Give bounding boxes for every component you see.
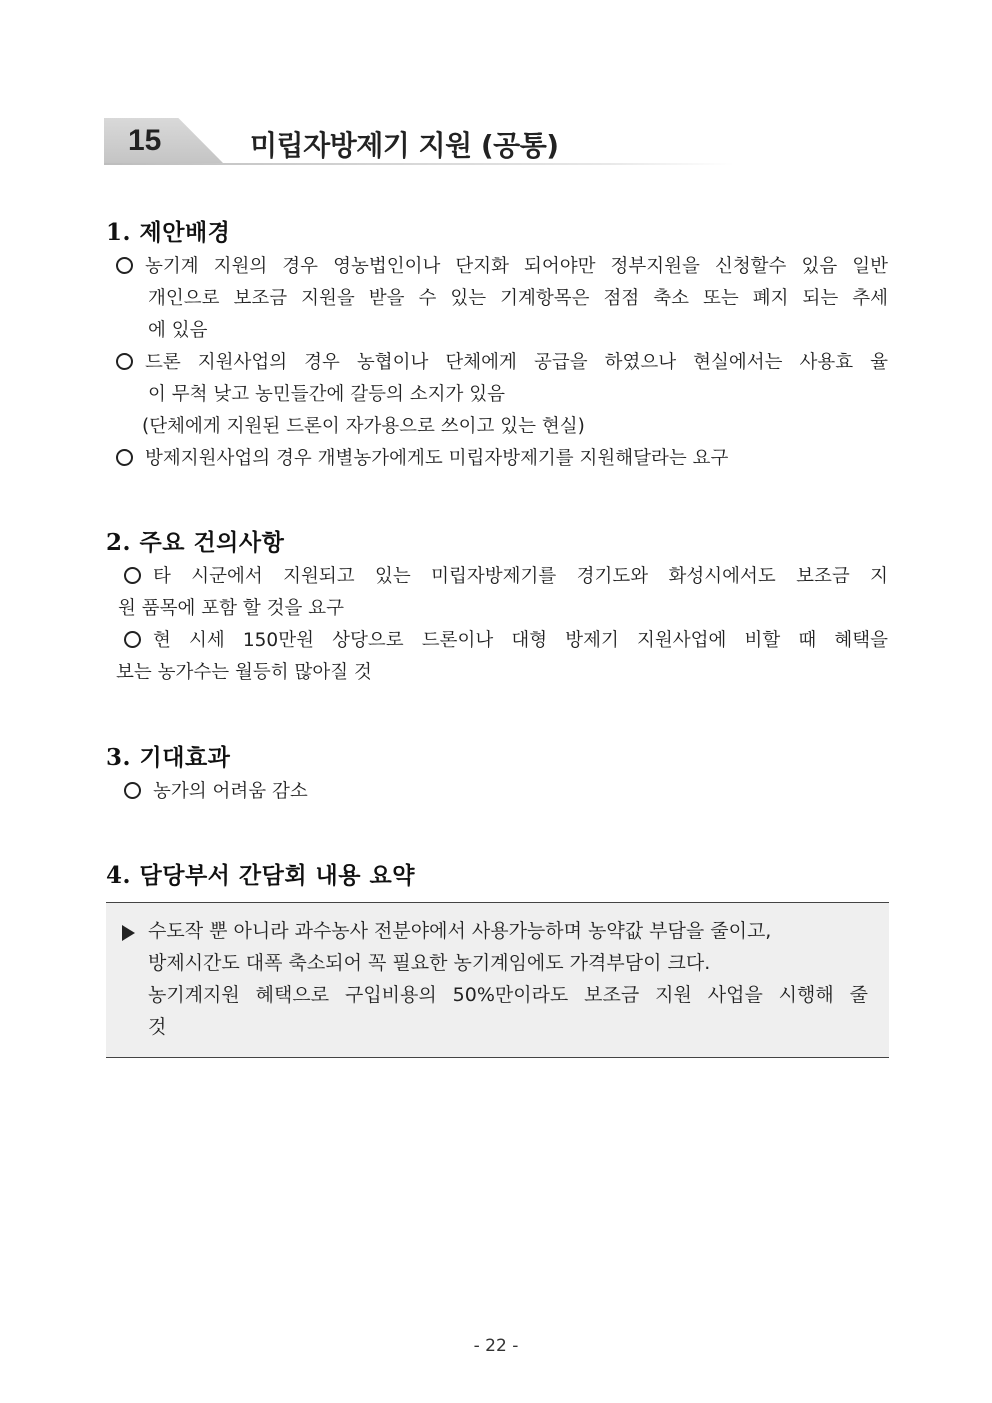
circle-bullet-icon xyxy=(124,567,141,584)
s2-bullet-1 xyxy=(124,561,888,593)
s1-line-6: (단체에게 지원된 드론이 자가용으로 쓰이고 있는 현실) xyxy=(142,416,585,437)
circle-bullet-icon xyxy=(124,782,141,799)
s2-line-4: 보는 농가수는 월등히 많아질 것 xyxy=(116,662,372,683)
header-number: 15 xyxy=(128,124,162,157)
summary-box xyxy=(106,902,889,1058)
s1-line-1: 농기계 지원의 경우 영농법인이나 단지화 되어야만 정부지원을 신청할수 있음 일반 xyxy=(145,256,888,277)
s1-line-7: 방제지원사업의 경우 개별농가에게도 미립자방제기를 지원해달라는 요구 xyxy=(145,448,729,469)
section-1-title: 1. 제안배경 xyxy=(106,219,231,246)
s1-line-4: 드론 지원사업의 경우 농협이나 단체에게 공급을 하였으나 현실에서는 사용효 율 xyxy=(145,352,888,373)
summary-line-4: 것 xyxy=(148,1016,167,1038)
s1-line-5: 이 무척 낮고 농민들간에 갈등의 소지가 있음 xyxy=(148,384,505,405)
circle-bullet-icon xyxy=(116,353,133,370)
section-2-title: 2. 주요 건의사항 xyxy=(106,529,285,556)
header-title: 미립자방제기 지원 (공통) xyxy=(250,129,559,162)
s1-line-2: 개인으로 보조금 지원을 받을 수 있는 기계항목은 점점 축소 또는 폐지 되는 추세 xyxy=(148,288,888,309)
summary-line-2: 방제시간도 대폭 축소되어 꼭 필요한 농기계임에도 가격부담이 크다. xyxy=(148,952,711,974)
header-number-box xyxy=(104,118,224,164)
section-header xyxy=(104,118,734,166)
s3-bullet-1 xyxy=(124,776,308,808)
s2-line-2: 원 품목에 포함 할 것을 요구 xyxy=(118,598,344,619)
s1-bullet-1 xyxy=(116,251,888,283)
s2-line-1: 타 시군에서 지원되고 있는 미립자방제기를 경기도와 화성시에서도 보조금 지 xyxy=(153,566,888,587)
s2-bullet-2 xyxy=(124,625,888,657)
section-4-title: 4. 담당부서 간담회 내용 요약 xyxy=(106,862,415,889)
page-number: - 22 - xyxy=(473,1336,519,1356)
s1-line-3: 에 있음 xyxy=(148,320,208,341)
s3-line-1: 농가의 어려움 감소 xyxy=(153,781,308,802)
section-3-title: 3. 기대효과 xyxy=(106,744,231,771)
s1-bullet-3 xyxy=(116,443,728,475)
header-underline xyxy=(104,163,734,165)
circle-bullet-icon xyxy=(124,631,141,648)
s1-bullet-2 xyxy=(116,347,888,379)
circle-bullet-icon xyxy=(116,257,133,274)
triangle-bullet-icon xyxy=(122,925,135,941)
s2-line-3: 현 시세 150만원 상당으로 드론이나 대형 방제기 지원사업에 비할 때 혜택을 xyxy=(153,630,888,651)
summary-line-3: 농기계지원 혜택으로 구입비용의 50%만이라도 보조금 지원 사업을 시행해 줄 xyxy=(148,984,868,1006)
circle-bullet-icon xyxy=(116,449,133,466)
summary-line-1: 수도작 뿐 아니라 과수농사 전분야에서 사용가능하며 농약값 부담을 줄이고, xyxy=(148,920,772,942)
